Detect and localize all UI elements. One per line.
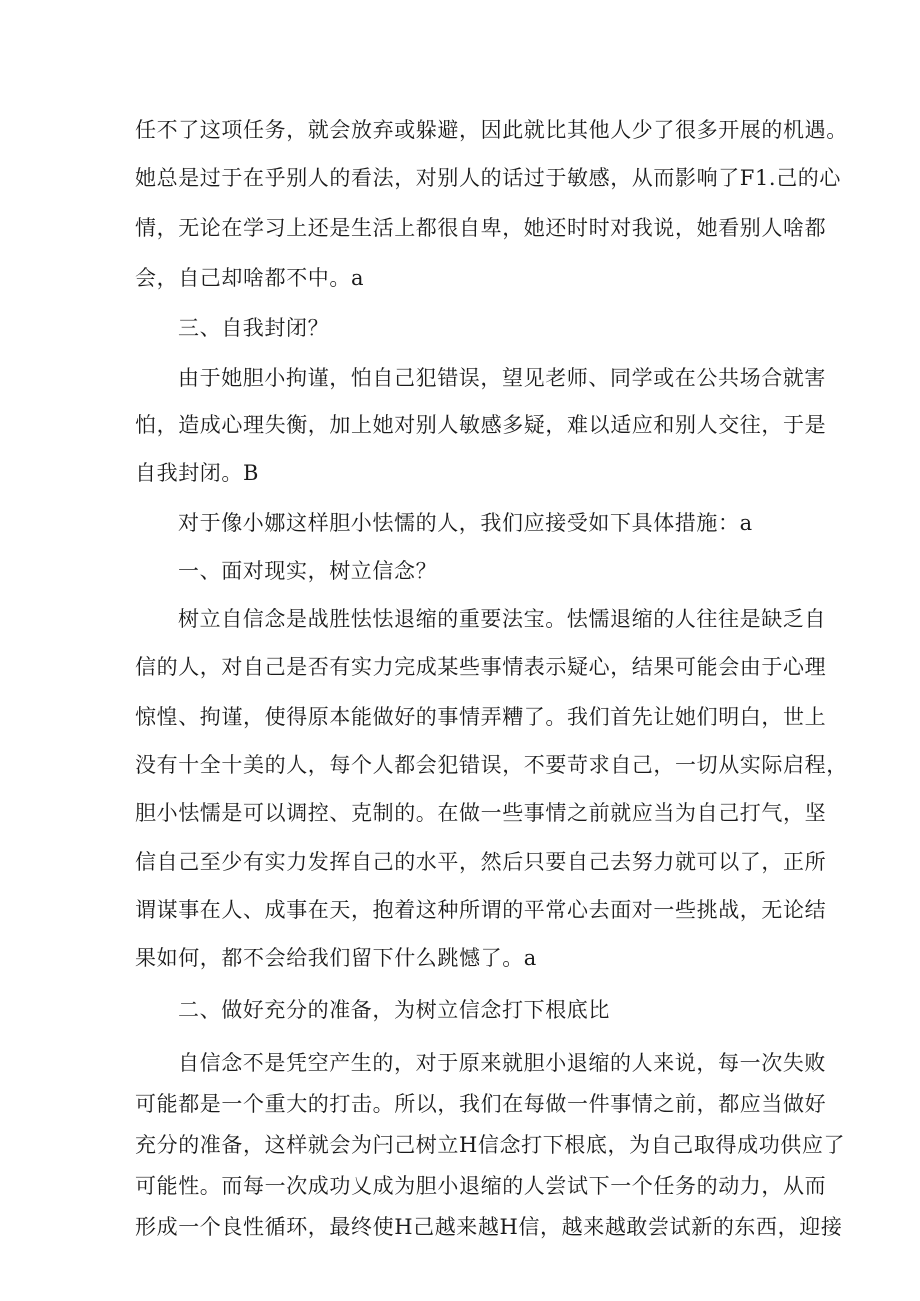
text-line: 树立自信念是战胜怯怯退缩的重要法宝。怯懦退缩的人往往是缺乏自	[178, 607, 826, 631]
text-line: 果如何，都不会给我们留下什么跳憾了。a	[135, 946, 537, 970]
text-line: 自我封闭。B	[135, 461, 260, 485]
text-line: 会，自己却啥都不中。a	[135, 266, 365, 290]
text-line: 怕，造成心理失衡，加上她对别人敏感多疑，难以适应和别人交往，于是	[135, 413, 827, 437]
section-heading: 二、做好充分的准备，为树立信念打下根底比	[178, 998, 610, 1022]
text-line: 谓谋事在人、成事在天，抱着这种所谓的平常心去面对一些挑战，无论结	[135, 898, 827, 922]
text-line: 惊惶、拘谨，使得原本能做好的事情弄糟了。我们首先让她们明白，世上	[135, 705, 827, 729]
text-line: 充分的准备，这样就会为闩己树立H信念打下根底，为自己取得成功供应了	[135, 1133, 846, 1157]
text-line: 信自己至少有实力发挥自己的水平，然后只要自己去努力就可以了，正所	[135, 850, 827, 874]
text-line: 由于她胆小拘谨，怕自己犯错误，望见老师、同学或在公共场合就害	[178, 366, 826, 390]
section-heading: 一、面对现实，树立信念？	[178, 559, 438, 583]
text-line: 她总是过于在乎别人的看法，对别人的话过于敏感，从而影响了F1.己的心	[135, 166, 842, 190]
text-line: 信的人，对自己是否有实力完成某些事情表示疑心，结果可能会由于心理	[135, 655, 827, 679]
text-line: 对于像小娜这样胆小怯懦的人，我们应接受如下具体措施：a	[178, 511, 753, 535]
text-line: 自信念不是凭空产生的，对于原来就胆小退缩的人来说，每一次失败	[178, 1051, 826, 1075]
text-line: 形成一个良性循环，最终使H己越来越H信，越来越敢尝试新的东西，迎接	[135, 1215, 843, 1239]
text-line: 情，无论在学习上还是生活上都很自卑，她还时时对我说，她看别人啥都	[135, 216, 827, 240]
text-line: 胆小怯懦是可以调控、克制的。在做一些事情之前就应当为自己打气，坚	[135, 801, 827, 825]
section-heading: 三、自我封闭？	[178, 316, 330, 340]
text-line: 没有十全十美的人，每个人都会犯错误，不要苛求自己，一切从实际启程，	[135, 753, 848, 777]
text-line: 可能都是一个重大的打击。所以，我们在每做一件事情之前，都应当做好	[135, 1092, 827, 1116]
text-line: 任不了这项任务，就会放弃或躲避，因此就比其他人少了很多开展的机遇。	[135, 118, 848, 142]
text-line: 可能性。而每一次成功乂成为胆小退缩的人尝试下一个任务的动力，从而	[135, 1174, 827, 1198]
